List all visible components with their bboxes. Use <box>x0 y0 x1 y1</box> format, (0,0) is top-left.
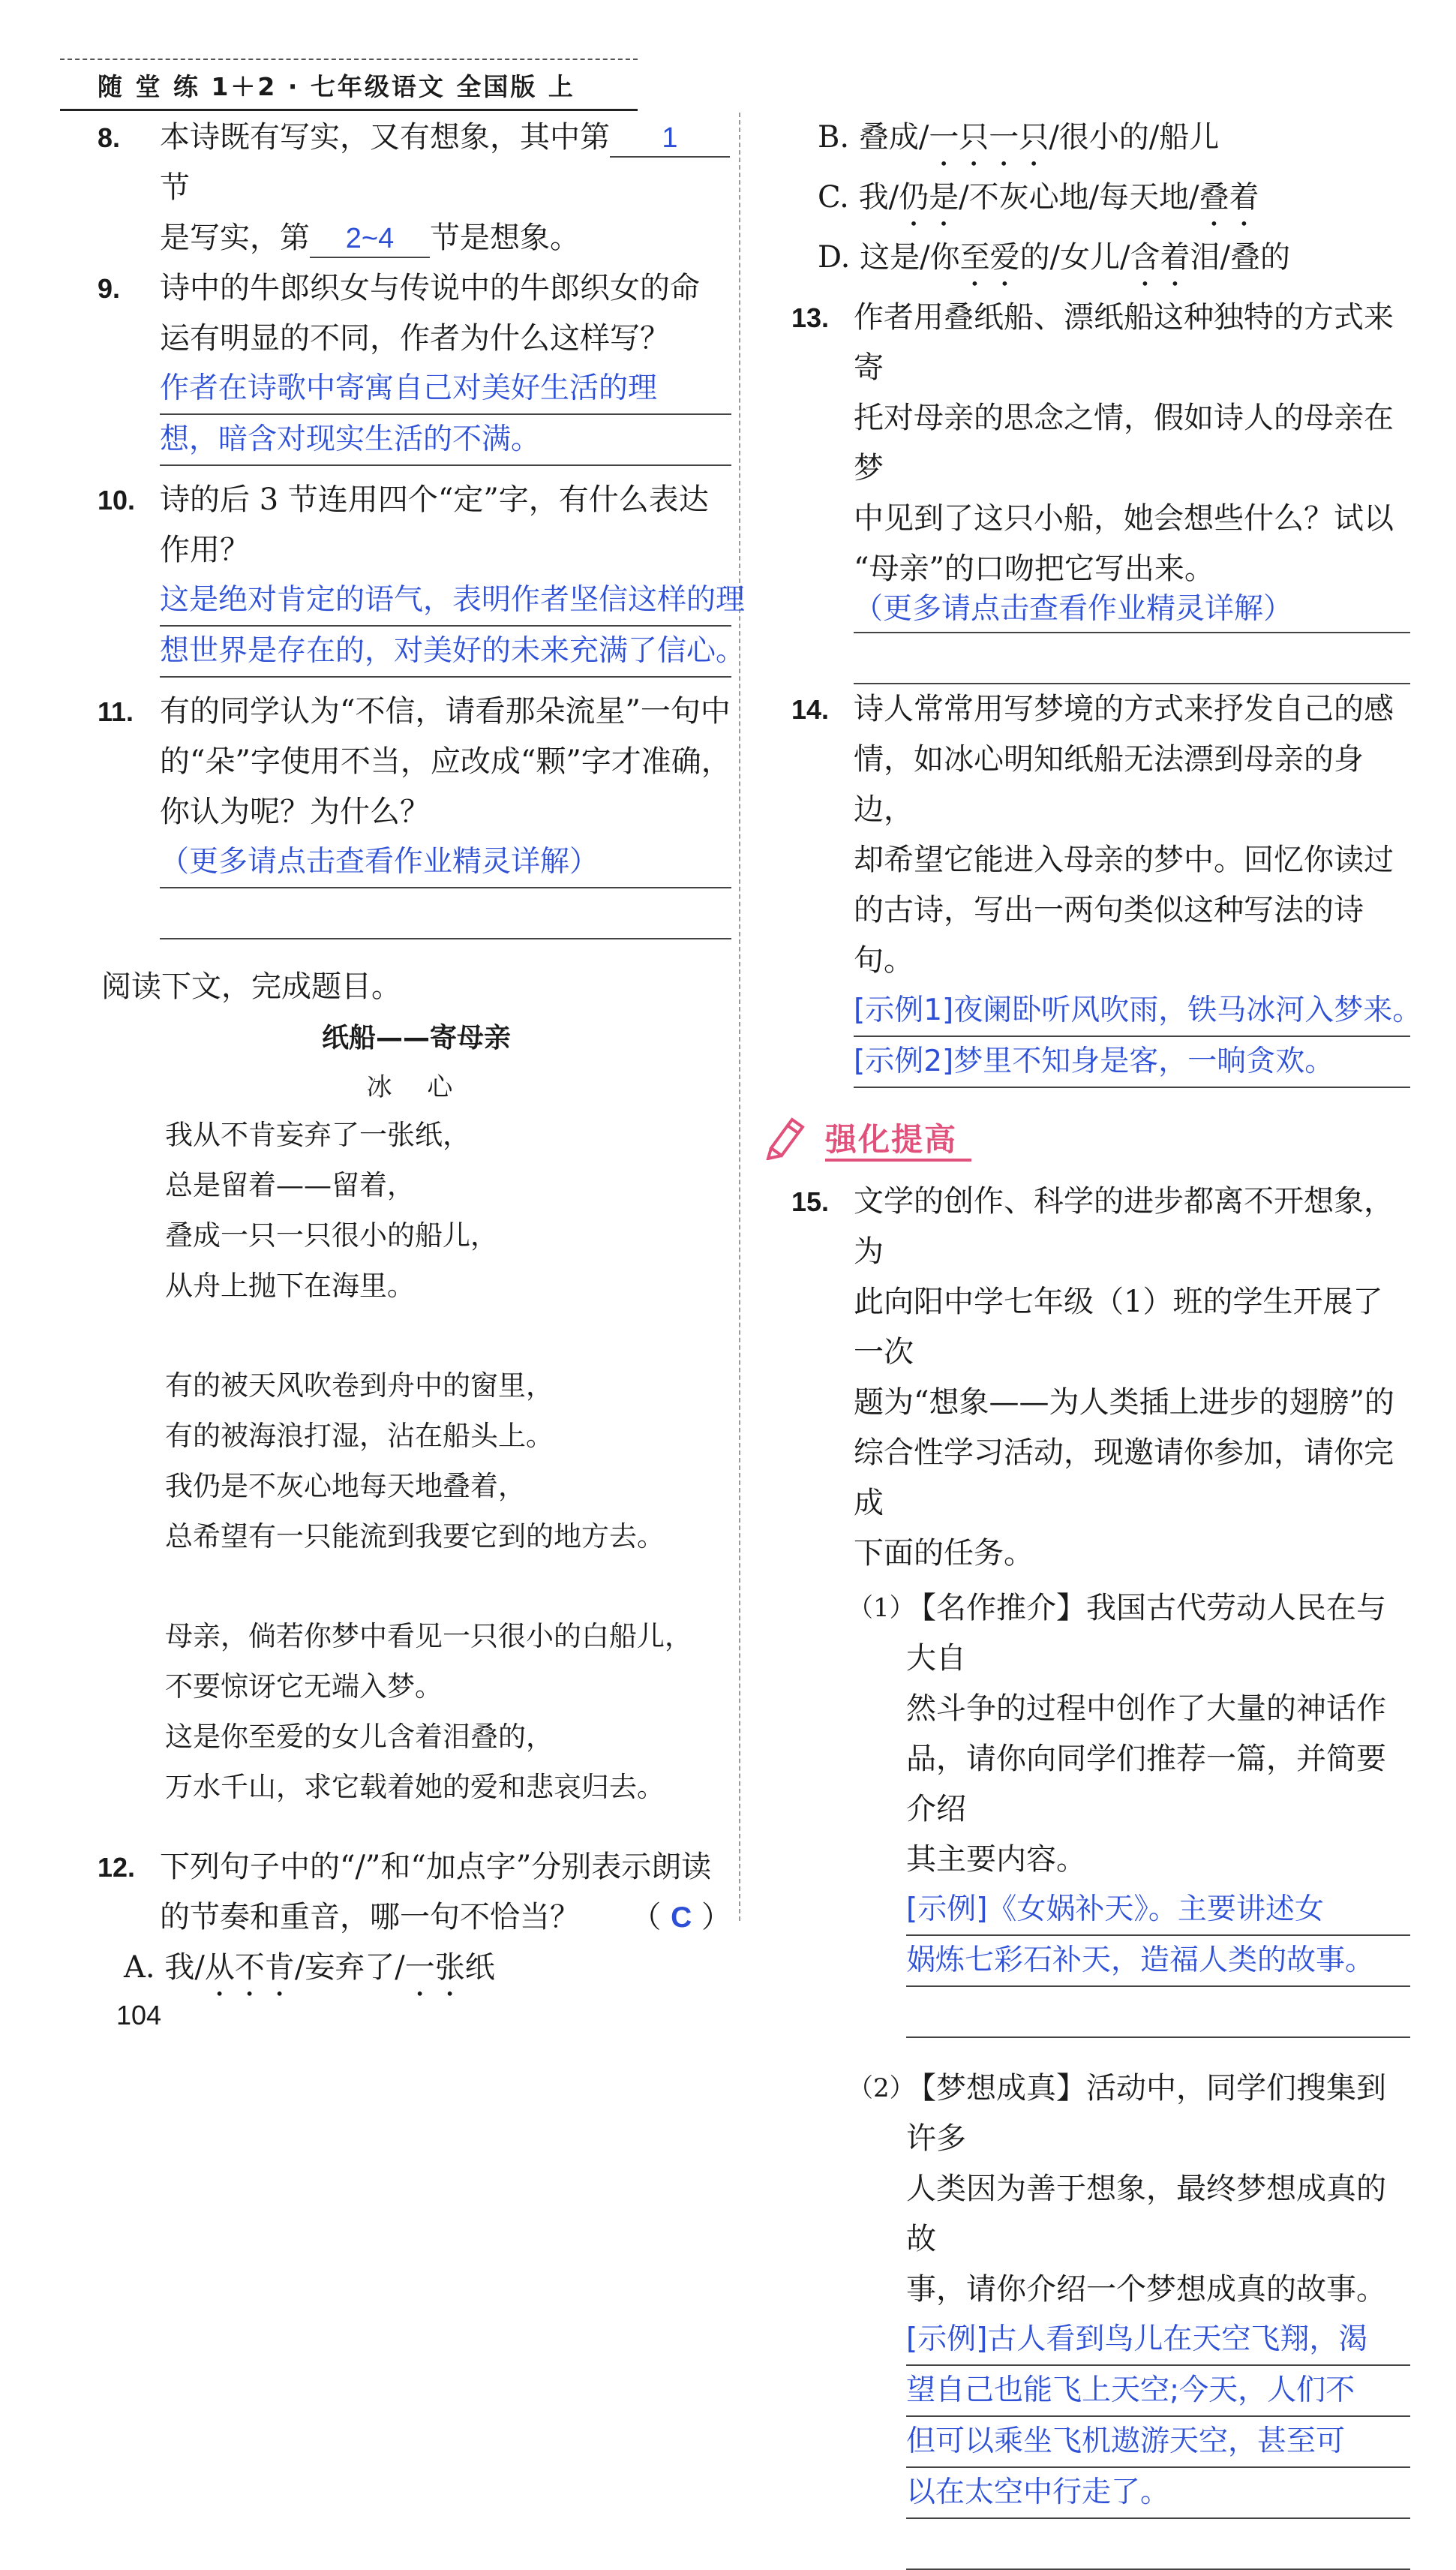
question-text: 的“朵”字使用不当，应改成“颗”字才准确， <box>160 744 731 779</box>
question-text: 诗中的牛郎织女与传说中的牛郎织女的命 <box>160 271 700 305</box>
poem-line: 叠成一只一只很小的船儿， <box>165 1219 498 1252</box>
poem-stanza <box>165 1360 731 1562</box>
question-number: 9. <box>98 273 121 304</box>
poem-line: 从舟上抛下在海里。 <box>165 1270 415 1302</box>
question-text: 是写实，第 <box>160 221 310 255</box>
bracket-open: （ <box>631 1900 662 1934</box>
question-number: 11. <box>98 696 134 727</box>
question-14 <box>791 684 1422 1088</box>
answer-blank-2[interactable]: 2~4 <box>310 221 430 258</box>
section-underline <box>825 1159 971 1162</box>
poem-line: 这是你至爱的女儿含着泪叠的， <box>165 1721 554 1753</box>
question-10 <box>98 475 746 678</box>
answer-line[interactable]: （更多请点击查看作业精灵详解） <box>854 594 1410 633</box>
poem-line: 总希望有一只能流到我要它到的地方去。 <box>165 1520 665 1553</box>
question-text: 其主要内容。 <box>906 1842 1086 1877</box>
poem-line: 我从不肯妄弃了一张纸， <box>165 1119 470 1151</box>
question-text: 节是想象。 <box>430 221 580 255</box>
subquestion-number: （1） <box>848 1593 915 1623</box>
question-number: 13. <box>791 302 830 333</box>
question-12 <box>98 1842 731 1943</box>
poem-line: 我仍是不灰心地每天地叠着， <box>165 1470 526 1502</box>
subquestion-1 <box>848 1583 1410 2038</box>
answer-line[interactable]: [示例1]夜阑卧听风吹雨，铁马冰河入梦来。 <box>854 986 1410 1037</box>
section-heading <box>795 1109 1410 1177</box>
question-text: 品，请你向同学们推荐一篇，并简要介绍 <box>906 1742 1386 1826</box>
poem-line: 不要惊讶它无端入梦。 <box>165 1670 443 1703</box>
option-b[interactable]: B. 叠成/一只一只/很小的/船儿 <box>818 120 1220 155</box>
question-text: 节 <box>160 170 190 205</box>
question-9 <box>98 263 731 466</box>
option-label: B. <box>818 120 850 155</box>
option-label: A. <box>124 1950 155 1985</box>
question-text: 中见到了这只小船，她会想些什么？试以 <box>854 501 1394 536</box>
left-column <box>98 113 746 2003</box>
poem-line: 有的被天风吹卷到舟中的窗里， <box>165 1369 554 1402</box>
answer-line[interactable]: 但可以乘坐飞机遨游天空，甚至可 <box>906 2417 1410 2468</box>
question-11 <box>98 687 731 939</box>
option-a[interactable]: A. 我/从不肯/妄弃了/一张纸 <box>124 1950 495 1985</box>
answer-line[interactable]: [示例]古人看到鸟儿在天空飞翔，渴 <box>906 2315 1410 2366</box>
section-title: 强化提高 <box>825 1121 958 1158</box>
poem-line: 有的被海浪打湿，沾在船头上。 <box>165 1420 554 1452</box>
question-text: 情，如冰心明知纸船无法漂到母亲的身边， <box>854 742 1364 827</box>
question-number: 10. <box>98 485 136 516</box>
question-text: 综合性学习活动，现邀请你参加，请你完成 <box>854 1435 1394 1520</box>
question-number: 8. <box>98 122 121 153</box>
answer-line[interactable]: 想世界是存在的，对美好的未来充满了信心。 <box>160 627 731 678</box>
page-header <box>60 59 638 111</box>
question-text: 下面的任务。 <box>854 1536 1034 1571</box>
answer-line[interactable]: 这是绝对肯定的语气，表明作者坚信这样的理 <box>160 576 731 627</box>
question-text: 的古诗，写出一两句类似这种写法的诗句。 <box>854 893 1364 978</box>
option-label: C. <box>818 180 849 215</box>
question-text: 诗的后 3 节连用四个“定”字，有什么表达 <box>160 482 709 517</box>
answer-line-empty[interactable] <box>906 1987 1410 2038</box>
passage-intro: 阅读下文，完成题目。 <box>101 969 401 1004</box>
subquestion-2 <box>848 2064 1410 2570</box>
question-text: 下列句子中的“/”和“加点字”分别表示朗读 <box>160 1850 712 1884</box>
question-text: 文学的创作、科学的进步都离不开想象，为 <box>854 1184 1394 1269</box>
pencil-book-icon <box>765 1115 810 1160</box>
question-text: 题为“想象——为人类插上进步的翅膀”的 <box>854 1385 1394 1420</box>
answer-line-empty[interactable] <box>160 888 731 939</box>
question-text: 有的同学认为“不信，请看那朵流星”一句中 <box>160 694 731 729</box>
answer-line[interactable]: [示例]《女娲补天》。主要讲述女 <box>906 1885 1410 1936</box>
option-c[interactable]: C. 我/仍是/不灰心地/每天地/叠着 <box>818 180 1259 215</box>
question-text: “母亲”的口吻把它写出来。 <box>854 552 1214 586</box>
answer-line[interactable]: （更多请点击查看作业精灵详解） <box>160 837 731 888</box>
answer-line-empty[interactable] <box>906 2519 1410 2570</box>
answer-bracket[interactable] <box>631 1892 731 1943</box>
poem-stanza <box>165 1611 731 1812</box>
question-text: 此向阳中学七年级（1）班的学生开展了一次 <box>854 1285 1383 1369</box>
answer-line[interactable]: [示例2]梦里不知身是客，一晌贪欢。 <box>854 1037 1410 1088</box>
poem-title: 纸船——寄母亲 <box>321 1023 511 1054</box>
answer-line[interactable]: 作者在诗歌中寄寓自己对美好生活的理 <box>160 364 731 415</box>
header-title: 随 堂 练 1＋2 · 七年级语文 全国版 上 <box>98 72 575 101</box>
question-text: 作用？ <box>160 533 250 567</box>
question-15 <box>791 1177 1410 2570</box>
question-text: 诗人常常用写梦境的方式来抒发自己的感 <box>854 692 1394 726</box>
question-text: 【名作推介】我国古代劳动人民在与大自 <box>906 1591 1386 1676</box>
question-8 <box>98 113 731 263</box>
question-13 <box>791 293 1410 684</box>
answer-line[interactable]: 望自己也能飞上天空;今天，人们不 <box>906 2366 1410 2417</box>
poem-author: 冰 心 <box>366 1072 467 1102</box>
question-text: 却希望它能进入母亲的梦中。回忆你读过 <box>854 843 1394 877</box>
right-column <box>791 113 1422 2570</box>
question-text: 本诗既有写实，又有想象，其中第 <box>160 120 610 155</box>
question-number: 15. <box>791 1186 830 1217</box>
question-text: 的节奏和重音，哪一句不恰当？ <box>160 1900 580 1934</box>
poem-line: 万水千山，求它载着她的爱和悲哀归去。 <box>165 1771 665 1803</box>
question-text: 事，请你介绍一个梦想成真的故事。 <box>906 2272 1386 2307</box>
column-divider <box>739 113 740 1921</box>
answer-line[interactable]: 娲炼七彩石补天，造福人类的故事。 <box>906 1936 1410 1987</box>
question-text: 作者用叠纸船、漂纸船这种独特的方式来寄 <box>854 300 1394 385</box>
question-text: 【梦想成真】活动中，同学们搜集到许多 <box>906 2071 1386 2156</box>
answer-line[interactable]: 想，暗含对现实生活的不满。 <box>160 415 731 466</box>
page-number: 104 <box>116 2000 162 2030</box>
question-text: 你认为呢？为什么？ <box>160 795 430 829</box>
question-text: 运有明显的不同，作者为什么这样写？ <box>160 321 670 356</box>
header-solid-rule <box>60 109 638 111</box>
subquestion-number: （2） <box>848 2073 915 2103</box>
poem-line: 母亲，倘若你梦中看见一只很小的白船儿， <box>165 1620 692 1652</box>
question-text: 人类因为善于想象，最终梦想成真的故 <box>906 2172 1386 2256</box>
question-number: 14. <box>791 694 830 725</box>
question-text: 托对母亲的思念之情，假如诗人的母亲在梦 <box>854 401 1394 485</box>
answer-line-empty[interactable] <box>854 633 1410 684</box>
option-label: D. <box>818 240 851 275</box>
question-number: 12. <box>98 1852 136 1883</box>
answer-line[interactable]: 以在太空中行走了。 <box>906 2468 1410 2519</box>
poem-body <box>101 1110 731 1812</box>
question-text: 然斗争的过程中创作了大量的神话作 <box>906 1691 1386 1726</box>
poem-line: 总是留着——留着， <box>165 1169 415 1201</box>
option-d[interactable]: D. 这是/你至爱的/女儿/含着泪/叠的 <box>818 240 1290 275</box>
poem-stanza <box>165 1110 731 1311</box>
answer-blank-1[interactable]: 1 <box>610 120 730 158</box>
question-text-row <box>160 1892 731 1943</box>
bracket-close: ） <box>701 1900 731 1934</box>
answer-choice: C <box>671 1901 692 1934</box>
